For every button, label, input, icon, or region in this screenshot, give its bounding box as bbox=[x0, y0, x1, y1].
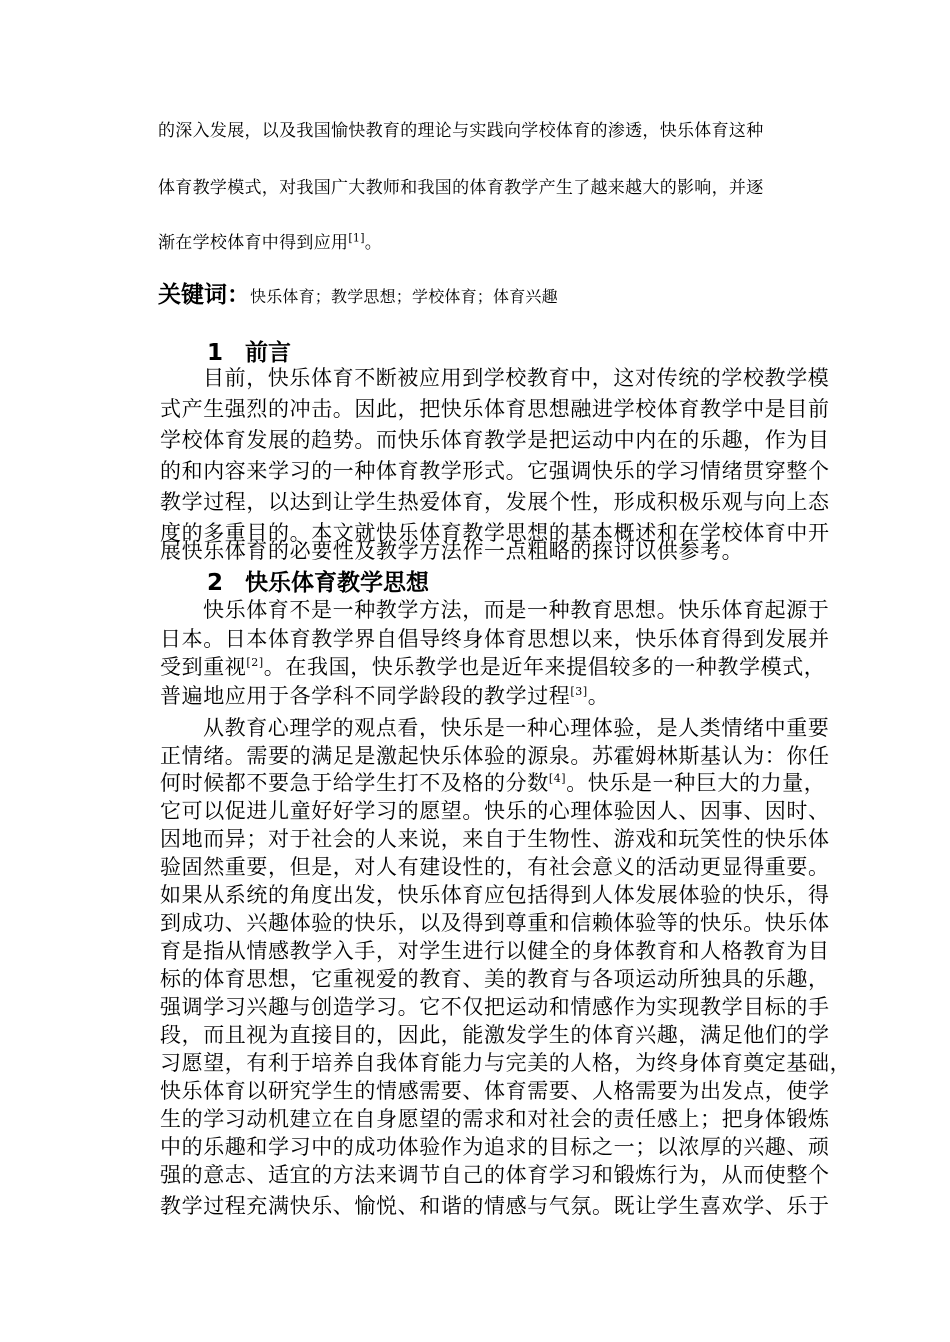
paragraph-line: 普遍地应用于各学科不同学龄段的教学过程[3]。 bbox=[160, 684, 610, 708]
keywords bbox=[158, 276, 558, 309]
paragraph-line: 教学过程，以达到让学生热爱体育，发展个性，形成积极乐观与向上态 bbox=[160, 490, 830, 514]
paragraph-line: 到成功、兴趣体验的快乐，以及得到尊重和信赖体验等的快乐。快乐体 bbox=[160, 911, 830, 935]
paragraph-line: 日本。日本体育教学界自倡导终身体育思想以来，快乐体育得到发展并 bbox=[160, 627, 830, 651]
paragraph-line: 正情绪。需要的满足是激起快乐体验的源泉。苏霍姆林斯基认为：你任 bbox=[160, 744, 830, 768]
citation-ref: [1] bbox=[348, 231, 365, 245]
paragraph-line: 目前，快乐体育不断被应用到学校教育中，这对传统的学校教学模 bbox=[203, 366, 830, 390]
paragraph-line: 的和内容来学习的一种体育教学形式。它强调快乐的学习情绪贯穿整个 bbox=[160, 459, 830, 483]
paragraph-line: 受到重视[2]。在我国，快乐教学也是近年来提倡较多的一种教学模式， bbox=[160, 655, 826, 679]
paragraph-line: 何时候都不要急于给学生打不及格的分数[4]。快乐是一种巨大的力量， bbox=[160, 771, 826, 795]
abstract-line-2: 体育教学模式，对我国广大教师和我国的体育教学产生了越来越大的影响，并逐 bbox=[158, 178, 764, 198]
section-heading-2: 2 快乐体育教学思想 bbox=[207, 570, 429, 596]
paragraph-line: 展快乐体育的必要性及教学方法作一点粗略的探讨以供参考。 bbox=[160, 539, 744, 563]
paragraph-line: 育是指从情感教学入手，对学生进行以健全的身体教育和人格教育为目 bbox=[160, 939, 830, 963]
paragraph-line: 标的体育思想，它重视爱的教育、美的教育与各项运动所独具的乐趣， bbox=[160, 967, 830, 991]
paragraph-line: 式产生强烈的冲击。因此，把快乐体育思想融进学校体育教学中是目前 bbox=[160, 397, 830, 421]
paragraph-line: 教学过程充满快乐、愉悦、和谐的情感与气氛。既让学生喜欢学、乐于 bbox=[160, 1194, 830, 1218]
paragraph-line: 从教育心理学的观点看，快乐是一种心理体验，是人类情绪中重要 bbox=[203, 716, 830, 740]
paragraph-line: 快乐体育不是一种教学方法，而是一种教育思想。快乐体育起源于 bbox=[203, 598, 830, 622]
paragraph-line: 生的学习动机建立在自身愿望的需求和对社会的责任感上；把身体锻炼 bbox=[160, 1107, 830, 1131]
paragraph-line: 它可以促进儿童好好学习的愿望。快乐的心理体验因人、因事、因时、 bbox=[160, 799, 830, 823]
paragraph-line: 强的意志、适宜的方法来调节自己的体育学习和锻炼行为，从而使整个 bbox=[160, 1163, 830, 1187]
citation-ref: [4] bbox=[548, 772, 567, 785]
citation-ref: [2] bbox=[246, 656, 264, 669]
citation-ref: [3] bbox=[570, 685, 588, 698]
abstract-line-1: 的深入发展，以及我国愉快教育的理论与实践向学校体育的渗透，快乐体育这种 bbox=[158, 121, 764, 141]
paragraph-line: 度的多重目的。本文就快乐体育教学思想的基本概述和在学校体育中开 bbox=[160, 521, 830, 545]
paragraph-line: 快乐体育以研究学生的情感需要、体育需要、人格需要为出发点，使学 bbox=[160, 1079, 830, 1103]
keywords-label: 关键词： bbox=[158, 282, 250, 308]
paragraph-line: 学校体育发展的趋势。而快乐体育教学是把运动中内在的乐趣，作为目 bbox=[160, 428, 830, 452]
section-heading-1: 1 前言 bbox=[207, 340, 291, 366]
paragraph-line: 习愿望，有利于培养自我体育能力与完美的人格，为终身体育奠定基础， bbox=[160, 1051, 852, 1075]
paragraph-line: 验固然重要，但是，对人有建设性的，有社会意义的活动更显得重要。 bbox=[160, 855, 830, 879]
paragraph-line: 因地而异；对于社会的人来说，来自于生物性、游戏和玩笑性的快乐体 bbox=[160, 827, 830, 851]
keywords-text: 快乐体育；教学思想；学校体育；体育兴趣 bbox=[250, 287, 558, 306]
paragraph-line: 如果从系统的角度出发，快乐体育应包括得到人体发展体验的快乐，得 bbox=[160, 883, 830, 907]
abstract-line-3: 渐在学校体育中得到应用[1]。 bbox=[158, 231, 383, 253]
paragraph-line: 中的乐趣和学习中的成功体验作为追求的目标之一；以浓厚的兴趣、顽 bbox=[160, 1135, 830, 1159]
paragraph-line: 段，而且视为直接目的，因此，能激发学生的体育兴趣，满足他们的学 bbox=[160, 1023, 830, 1047]
paragraph-line: 强调学习兴趣与创造学习。它不仅把运动和情感作为实现教学目标的手 bbox=[160, 995, 830, 1019]
